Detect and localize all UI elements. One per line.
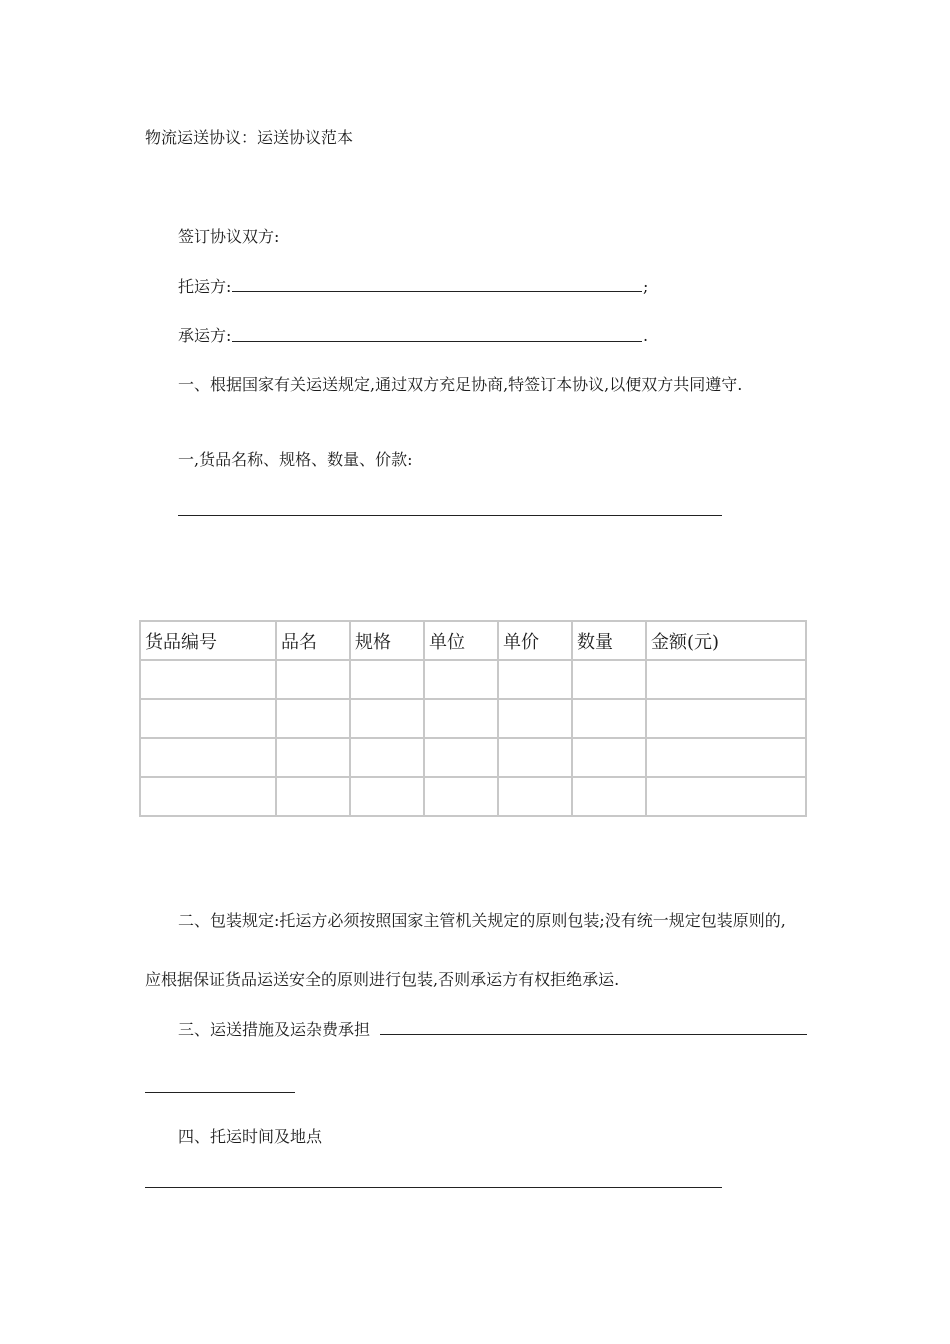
clause-time-place: 四、托运时间及地点	[178, 1127, 323, 1146]
header-spec: 规格	[350, 621, 424, 660]
carrier-label: 承运方:	[178, 326, 232, 345]
table-cell[interactable]	[350, 660, 424, 699]
shipper-label: 托运方:	[178, 277, 232, 296]
clause-intro: 一、根据国家有关运送规定,通过双方充足协商,特签订本协议,以便双方共同遵守.	[178, 375, 743, 394]
carrier-blank[interactable]	[232, 341, 642, 342]
header-unit-price: 单价	[498, 621, 572, 660]
goods-table	[139, 620, 807, 817]
table-row	[140, 699, 806, 738]
table-cell[interactable]	[140, 660, 276, 699]
table-row	[140, 738, 806, 777]
table-header-row	[140, 621, 806, 660]
table-cell[interactable]	[350, 699, 424, 738]
time-place-blank[interactable]	[145, 1187, 722, 1188]
table-cell[interactable]	[276, 738, 350, 777]
clause-transport: 三、运送措施及运杂费承担	[178, 1020, 371, 1039]
table-cell[interactable]	[498, 699, 572, 738]
table-cell[interactable]	[646, 738, 806, 777]
table-cell[interactable]	[498, 777, 572, 816]
shipper-end-mark: ;	[643, 277, 649, 296]
table-row	[140, 660, 806, 699]
header-amount: 金额(元)	[646, 621, 806, 660]
table-cell[interactable]	[276, 777, 350, 816]
table-cell[interactable]	[140, 777, 276, 816]
transport-blank-continued[interactable]	[145, 1092, 295, 1093]
header-product-name: 品名	[276, 621, 350, 660]
table-cell[interactable]	[646, 660, 806, 699]
table-cell[interactable]	[646, 777, 806, 816]
table-cell[interactable]	[276, 660, 350, 699]
table-cell[interactable]	[498, 738, 572, 777]
header-unit: 单位	[424, 621, 498, 660]
table-cell[interactable]	[572, 777, 646, 816]
table-cell[interactable]	[424, 777, 498, 816]
table-row	[140, 777, 806, 816]
table-cell[interactable]	[572, 660, 646, 699]
shipper-blank[interactable]	[232, 291, 642, 292]
table-cell[interactable]	[498, 660, 572, 699]
table-cell[interactable]	[572, 738, 646, 777]
table-cell[interactable]	[572, 699, 646, 738]
transport-blank[interactable]	[380, 1034, 807, 1035]
clause-packing-line1: 二、包装规定:托运方必须按照国家主管机关规定的原则包装;没有统一规定包装原则的,	[178, 911, 786, 930]
table-cell[interactable]	[140, 738, 276, 777]
parties-heading: 签订协议双方:	[178, 227, 280, 246]
carrier-end-mark: .	[643, 326, 649, 345]
header-quantity: 数量	[572, 621, 646, 660]
table-cell[interactable]	[646, 699, 806, 738]
goods-blank[interactable]	[178, 515, 722, 516]
clause-packing-line2: 应根据保证货品运送安全的原则进行包装,否则承运方有权拒绝承运.	[145, 970, 620, 989]
clause-goods-heading: 一,货品名称、规格、数量、价款:	[178, 450, 413, 469]
table-cell[interactable]	[424, 660, 498, 699]
table-cell[interactable]	[424, 738, 498, 777]
table-cell[interactable]	[350, 738, 424, 777]
table-cell[interactable]	[350, 777, 424, 816]
document-title: 物流运送协议：运送协议范本	[145, 128, 354, 147]
table-cell[interactable]	[424, 699, 498, 738]
header-goods-no: 货品编号	[140, 621, 276, 660]
table-cell[interactable]	[140, 699, 276, 738]
table-cell[interactable]	[276, 699, 350, 738]
